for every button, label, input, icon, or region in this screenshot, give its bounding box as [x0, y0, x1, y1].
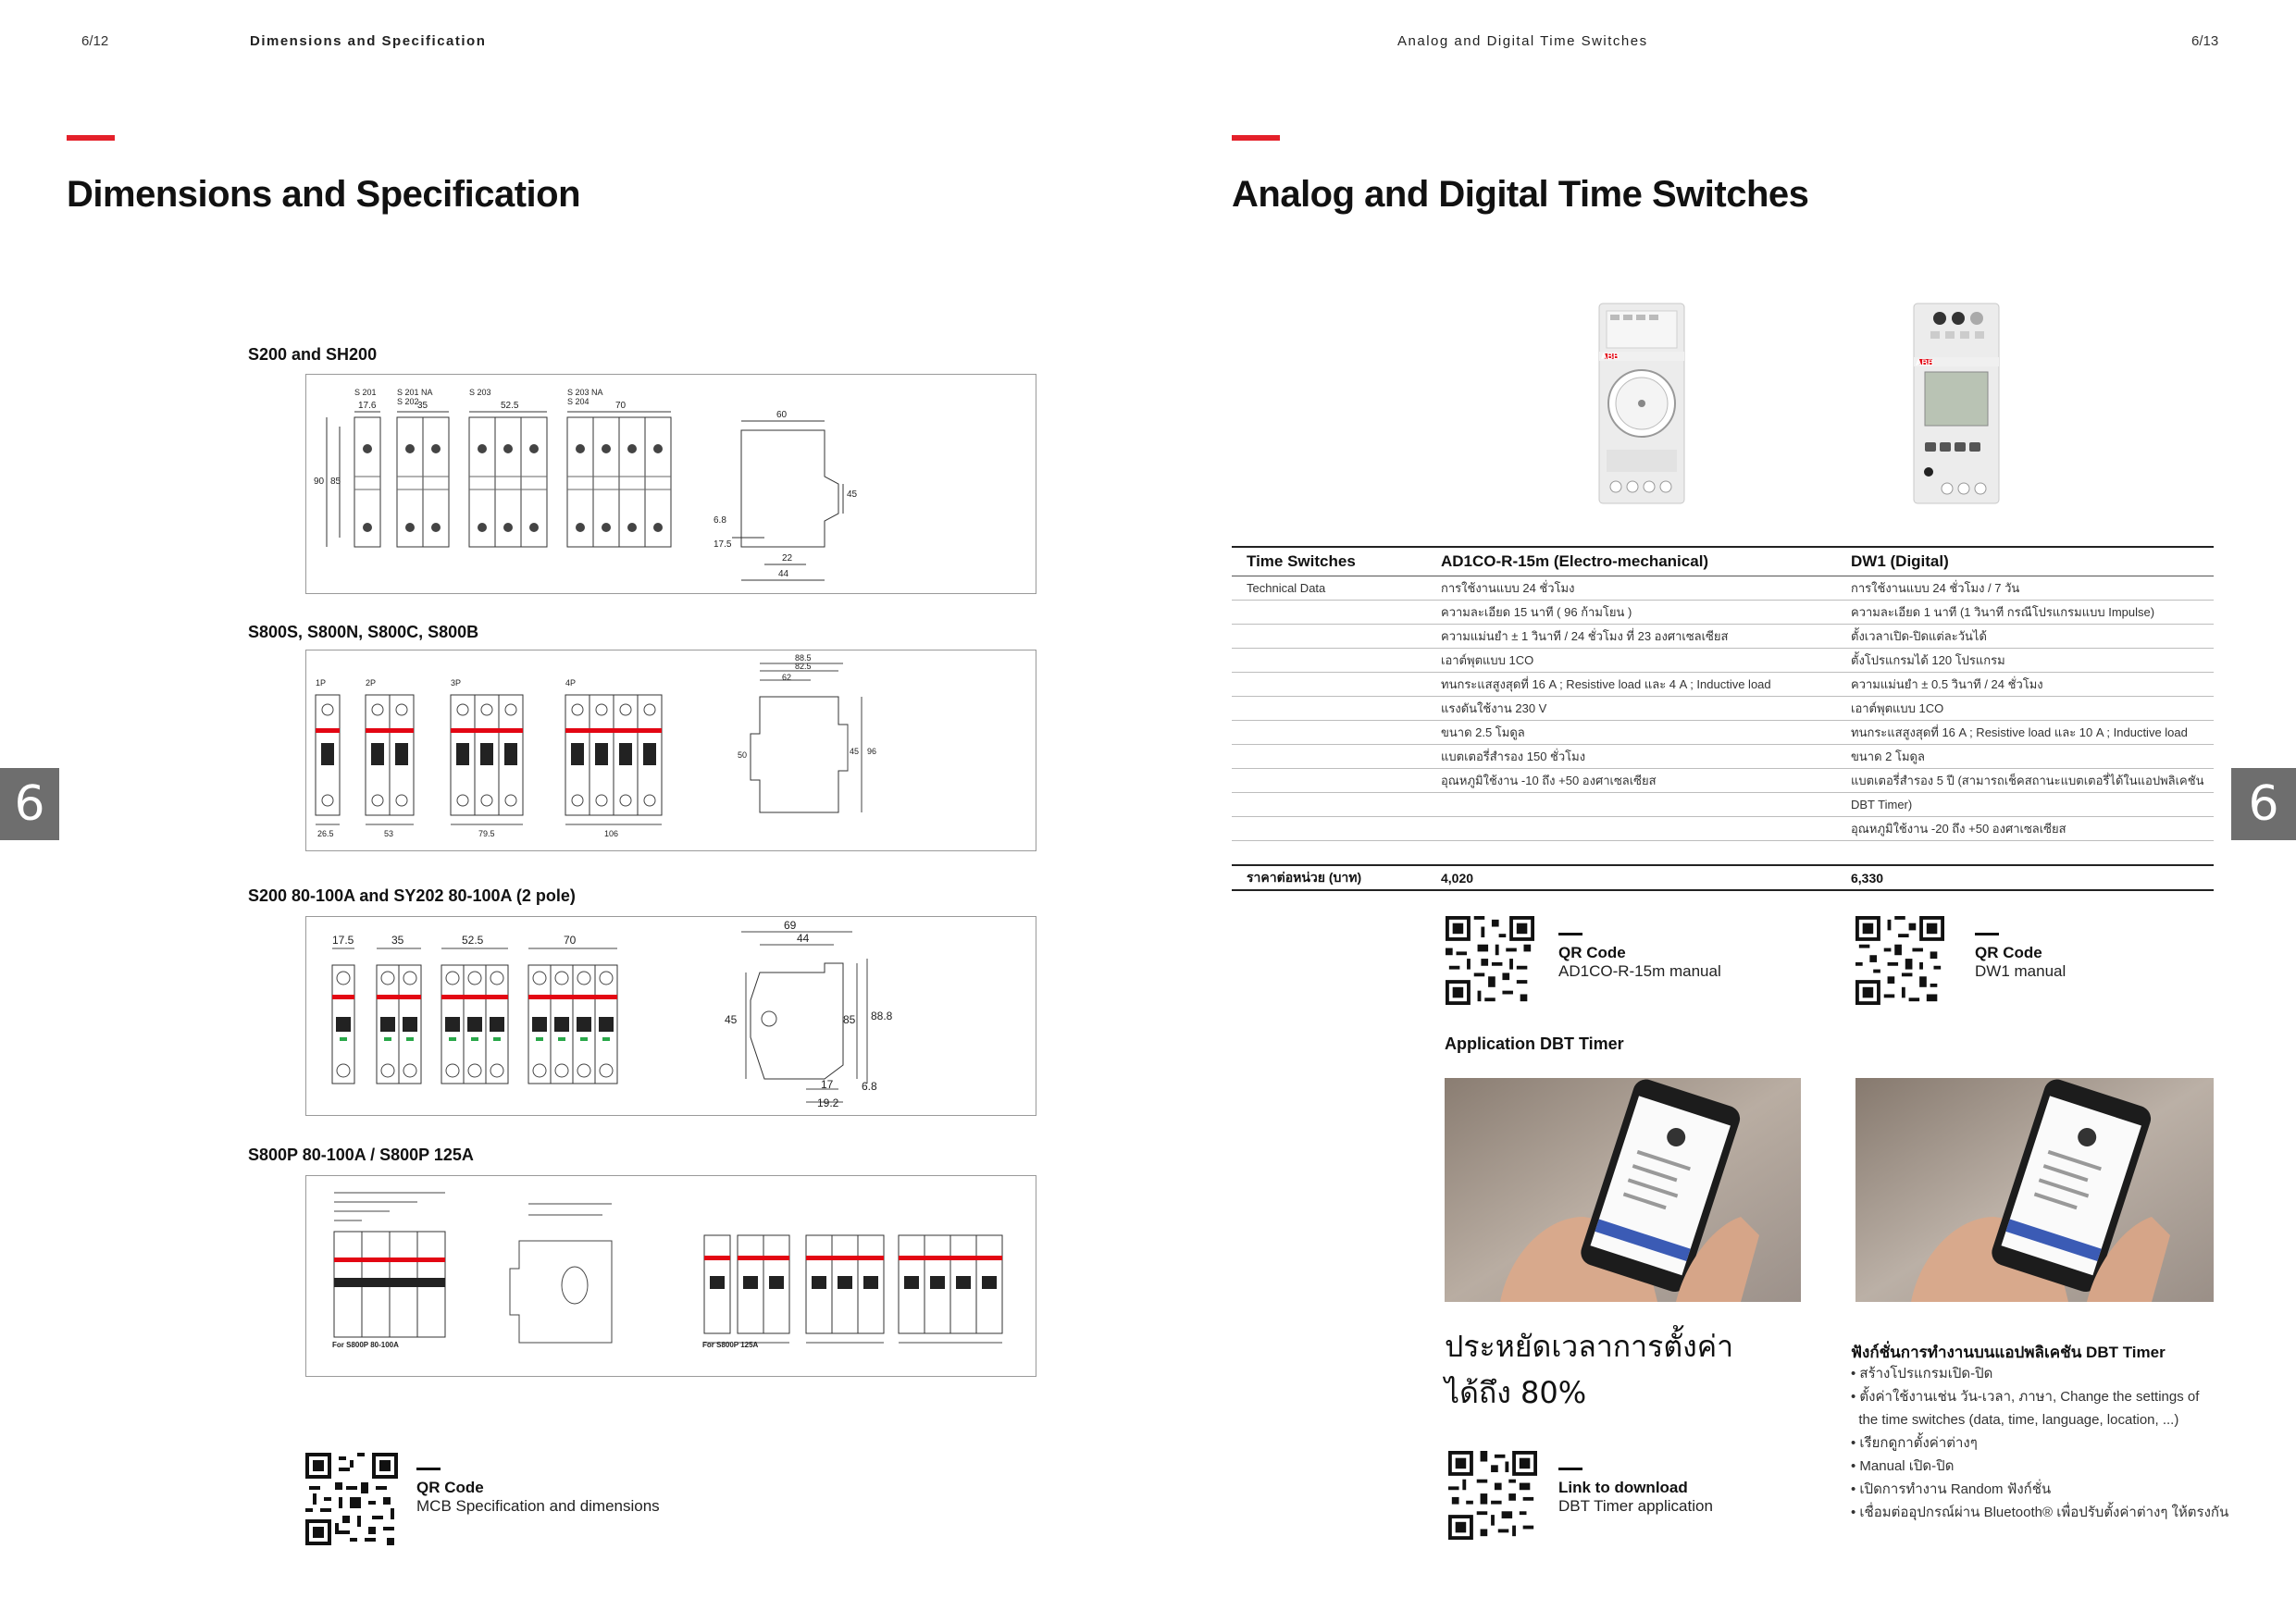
row-label-cell — [1232, 649, 1441, 673]
feature-item: the time switches (data, time, language, location, ...) — [1851, 1412, 2179, 1428]
table-row — [1232, 601, 2214, 625]
s800-dimension-drawing — [306, 650, 1036, 850]
row-label-cell — [1232, 721, 1441, 745]
ad1co-cell: แบตเตอรี่สำรอง 150 ชั่วโมง — [1441, 745, 1851, 769]
left-running-head: Dimensions and Specification — [250, 33, 487, 49]
table-row — [1232, 793, 2214, 817]
s200-label-3: S 203 — [469, 388, 491, 397]
s200-80-side-6-8: 6.8 — [862, 1080, 877, 1093]
ad1co-qr-title: QR Code — [1558, 944, 1626, 961]
price-label: ราคาต่อหน่วย (บาท) — [1232, 865, 1441, 890]
s800p-caption-125a: For S800P 125A — [702, 1341, 759, 1349]
price-ad1co: 4,020 — [1441, 865, 1851, 890]
right-running-head: Analog and Digital Time Switches — [1397, 33, 1648, 49]
s200-width-3: 52.5 — [501, 401, 519, 411]
mcb-qr-title: QR Code — [416, 1479, 484, 1496]
ad1co-cell: ความละเอียด 15 นาที ( 96 ก้ามโยน ) — [1441, 601, 1851, 625]
s200-80-side-69: 69 — [784, 919, 797, 932]
left-page-number: 6/12 — [81, 33, 109, 49]
s200-drawing-frame — [305, 374, 1036, 594]
dw1-cell — [1851, 841, 2214, 866]
dbt-qr-title: Link to download — [1558, 1479, 1688, 1496]
dw1-cell: เอาต์พุตแบบ 1CO — [1851, 697, 2214, 721]
dw1-cell: ทนกระแสสูงสุดที่ 16 A ; Resistive load และ 10 A ; Inductive load — [1851, 721, 2214, 745]
s800-pole-1p: 1P — [316, 678, 327, 688]
s800-drawing-frame — [305, 650, 1036, 851]
ad1co-cell: ทนกระแสสูงสุดที่ 16 A ; Resistive load และ 4 A ; Inductive load — [1441, 673, 1851, 697]
row-label-cell — [1232, 625, 1441, 649]
app-photo-2 — [1855, 1078, 2214, 1302]
table-row — [1232, 649, 2214, 673]
time-switch-spec-table — [1232, 548, 2214, 891]
features-list — [1851, 1362, 2258, 1524]
table-row — [1232, 673, 2214, 697]
row-label-cell — [1232, 841, 1441, 866]
s200-80-drawing-frame — [305, 916, 1036, 1116]
row-label-cell — [1232, 769, 1441, 793]
features-title: ฟังก์ชั่นการทำงานบนแอปพลิเคชัน DBT Timer — [1851, 1344, 2166, 1361]
s800-width-3: 79.5 — [478, 829, 495, 838]
dw1-brand: ABB — [1916, 358, 1934, 367]
s200-side-44: 44 — [778, 569, 789, 579]
s200-80-width-4: 70 — [564, 934, 577, 947]
dw1-qr-bar — [1975, 933, 1999, 935]
dw1-cell: ตั้งเวลาเปิด-ปิดแต่ละวันได้ — [1851, 625, 2214, 649]
s800-side-88-5: 88.5 — [795, 653, 812, 663]
s200-width-4: 70 — [615, 401, 627, 411]
s200-height-90: 90 — [314, 477, 325, 487]
ad1co-product-image — [1597, 302, 1686, 505]
app-photo-1 — [1445, 1078, 1801, 1302]
ad1co-qr-subtitle: AD1CO-R-15m manual — [1558, 962, 1721, 980]
s200-80-width-1: 17.5 — [332, 934, 354, 947]
feature-item: • เรียกดูกาตั้งค่าต่างๆ — [1851, 1435, 1978, 1451]
s800-side-62: 62 — [782, 673, 792, 682]
table-row — [1232, 576, 2214, 601]
s800-pole-4p: 4P — [565, 678, 577, 688]
dbt-app-qr-code[interactable] — [1448, 1451, 1537, 1540]
s200-heading: S200 and SH200 — [248, 345, 378, 364]
row-label-cell — [1232, 793, 1441, 817]
table-header-row — [1232, 548, 2214, 576]
s200-80-side-44: 44 — [797, 932, 810, 945]
left-section-tab: 6 — [0, 768, 59, 840]
left-page-title: Dimensions and Specification — [67, 174, 581, 215]
dbt-qr-bar — [1558, 1468, 1582, 1470]
dw1-cell: การใช้งานแบบ 24 ชั่วโมง / 7 วัน — [1851, 576, 2214, 601]
ad1co-cell: ความแม่นยำ ± 1 วินาที / 24 ชั่วโมง ที่ 23 องศาเซลเซียส — [1441, 625, 1851, 649]
saving-line-2: ได้ถึง 80% — [1445, 1375, 1587, 1410]
s800p-dimension-drawing — [306, 1176, 1036, 1376]
s200-side-45: 45 — [847, 489, 858, 500]
table-row — [1232, 745, 2214, 769]
s200-80-width-2: 35 — [391, 934, 404, 947]
feature-item: • ตั้งค่าใช้งานเช่น วัน-เวลา, ภาษา, Change the settings of — [1851, 1389, 2200, 1405]
s800-heading: S800S, S800N, S800C, S800B — [248, 623, 479, 641]
price-dw1: 6,330 — [1851, 865, 2214, 890]
row-label-cell: Technical Data — [1232, 576, 1441, 601]
table-row — [1232, 769, 2214, 793]
s800-width-1: 26.5 — [317, 829, 334, 838]
dw1-qr-title: QR Code — [1975, 944, 2042, 961]
s800-width-4: 106 — [604, 829, 619, 838]
qr-code-icon — [1446, 916, 1534, 1005]
feature-item: • เชื่อมต่ออุปกรณ์ผ่าน Bluetooth® เพื่อปรับตั้งค่าต่างๆ ให้ตรงกัน — [1851, 1505, 2229, 1520]
dw1-cell: ความแม่นยำ ± 0.5 วินาที / 24 ชั่วโมง — [1851, 673, 2214, 697]
row-label-cell — [1232, 817, 1441, 841]
s200-80-side-45: 45 — [725, 1013, 738, 1026]
left-accent-bar — [67, 135, 115, 141]
s200-side-60: 60 — [776, 410, 788, 420]
row-label-cell — [1232, 601, 1441, 625]
s200-side-6-8: 6.8 — [714, 515, 726, 526]
dw1-cell: ความละเอียด 1 นาที (1 วินาที กรณีโปรแกรมแบบ Impulse) — [1851, 601, 2214, 625]
row-label-cell — [1232, 673, 1441, 697]
s200-80-side-19-2: 19.2 — [817, 1096, 839, 1109]
ad1co-cell — [1441, 793, 1851, 817]
table-header-dw1: DW1 (Digital) — [1851, 548, 2214, 576]
ad1co-cell: เอาต์พุตแบบ 1CO — [1441, 649, 1851, 673]
ad1co-cell: แรงดันใช้งาน 230 V — [1441, 697, 1851, 721]
table-header-time-switches: Time Switches — [1232, 548, 1441, 576]
s800-side-82-5: 82.5 — [795, 662, 812, 671]
table-row — [1232, 625, 2214, 649]
s800-pole-3p: 3P — [451, 678, 462, 688]
app-heading: Application DBT Timer — [1445, 1035, 1624, 1053]
feature-item: • สร้างโปรแกรมเปิด-ปิด — [1851, 1366, 1993, 1381]
mcb-qr-code[interactable] — [305, 1453, 398, 1545]
ad1co-cell — [1441, 841, 1851, 866]
s800-width-2: 53 — [384, 829, 394, 838]
ad1co-qr-bar — [1558, 933, 1582, 935]
s800p-heading: S800P 80-100A / S800P 125A — [248, 1146, 474, 1164]
s800p-drawing-frame — [305, 1175, 1036, 1377]
dw1-cell: DBT Timer) — [1851, 793, 2214, 817]
s200-side-22: 22 — [782, 553, 793, 564]
s200-label-4: S 203 NA S 204 — [567, 388, 603, 406]
qr-code-icon — [1448, 1451, 1537, 1540]
mcb-qr-subtitle: MCB Specification and dimensions — [416, 1497, 660, 1515]
s200-80-heading: S200 80-100A and SY202 80-100A (2 pole) — [248, 886, 576, 905]
s200-width-1: 17.6 — [358, 401, 377, 411]
table-row — [1232, 817, 2214, 841]
s800p-caption-80-100a: For S800P 80-100A — [332, 1341, 399, 1349]
s200-80-dimension-drawing — [306, 917, 1036, 1115]
qr-code-icon — [305, 1453, 398, 1545]
dw1-cell: อุณหภูมิใช้งาน -20 ถึง +50 องศาเซลเซียส — [1851, 817, 2214, 841]
row-label-cell — [1232, 745, 1441, 769]
s800-side-50: 50 — [738, 750, 748, 760]
dw1-product-image — [1912, 302, 2001, 505]
s200-side-17-5: 17.5 — [714, 539, 732, 550]
ad1co-qr-code[interactable] — [1446, 916, 1534, 1005]
s200-label-2: S 201 NA S 202 — [397, 388, 433, 406]
s200-height-85: 85 — [330, 477, 341, 487]
s800-pole-2p: 2P — [366, 678, 377, 688]
right-accent-bar — [1232, 135, 1280, 141]
table-price-row — [1232, 865, 2214, 890]
qr-code-icon — [1855, 916, 1944, 1005]
dbt-qr-subtitle: DBT Timer application — [1558, 1497, 1713, 1515]
s200-80-side-17: 17 — [821, 1078, 834, 1091]
s800-side-96: 96 — [867, 747, 877, 756]
right-page-title: Analog and Digital Time Switches — [1232, 174, 1809, 215]
dw1-cell: ตั้งโปรแกรมได้ 120 โปรแกรม — [1851, 649, 2214, 673]
ad1co-cell: การใช้งานแบบ 24 ชั่วโมง — [1441, 576, 1851, 601]
dw1-cell: ขนาด 2 โมดูล — [1851, 745, 2214, 769]
row-label-cell — [1232, 697, 1441, 721]
s800-side-45: 45 — [850, 747, 860, 756]
table-row — [1232, 721, 2214, 745]
right-page-number: 6/13 — [2191, 33, 2219, 49]
ad1co-cell — [1441, 817, 1851, 841]
ad1co-cell: ขนาด 2.5 โมดูล — [1441, 721, 1851, 745]
saving-line-1: ประหยัดเวลาการตั้งค่า — [1445, 1329, 1734, 1364]
feature-item: • Manual เปิด-ปิด — [1851, 1458, 1955, 1474]
dw1-qr-subtitle: DW1 manual — [1975, 962, 2066, 980]
ad1co-brand: ABB — [1601, 352, 1620, 361]
feature-item: • เปิดการทำงาน Random ฟังก์ชั่น — [1851, 1481, 2052, 1497]
table-header-ad1co: AD1CO-R-15m (Electro-mechanical) — [1441, 548, 1851, 576]
ad1co-cell: อุณหภูมิใช้งาน -10 ถึง +50 องศาเซลเซียส — [1441, 769, 1851, 793]
s200-width-2: 35 — [417, 401, 428, 411]
s200-80-width-3: 52.5 — [462, 934, 484, 947]
mcb-qr-bar — [416, 1468, 441, 1470]
s200-label-1: S 201 — [354, 388, 377, 397]
right-section-tab: 6 — [2231, 768, 2296, 840]
table-row — [1232, 697, 2214, 721]
s200-dimension-drawing — [306, 375, 1036, 593]
table-row — [1232, 841, 2214, 866]
dw1-cell: แบตเตอรี่สำรอง 5 ปี (สามารถเช็คสถานะแบตเตอรี่ได้ในแอปพลิเคชัน — [1851, 769, 2214, 793]
s200-80-side-88-8: 88.8 — [871, 1010, 893, 1022]
s200-80-side-85: 85 — [843, 1013, 856, 1026]
dw1-qr-code[interactable] — [1855, 916, 1944, 1005]
